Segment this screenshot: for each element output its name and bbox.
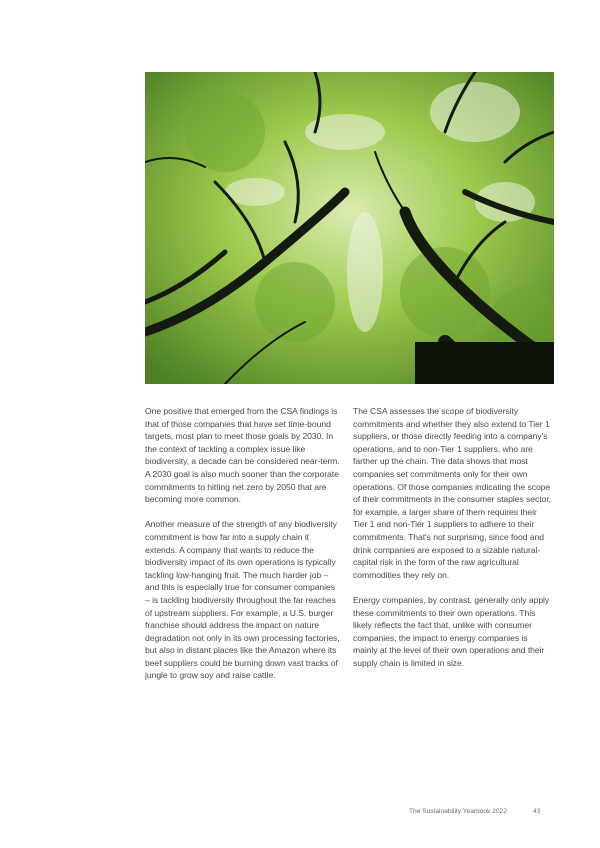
page-footer <box>409 808 541 815</box>
forest-canopy-photo <box>145 72 554 384</box>
publication-title: The Sustainability Yearbook 2022 <box>409 808 507 815</box>
paragraph: One positive that emerged from the CSA findings is that of those companies that have set time-bound targets, most plan to meet those goals by 2030. In the context of tackling a complex issue like biodiversity, a decade can be considered near-term. A 2030 goal is also much sooner than the corporate commitments to hitting net zero by 2050 that are becoming more common. <box>145 406 340 505</box>
body-column-right <box>353 405 553 682</box>
paragraph: Energy companies, by contrast, generally only apply these commitments to their own operations. This likely reflects the fact that, unlike with consumer companies, the impact to energy companies is mainly at the level of their own operations and their supply chain is limited in size. <box>353 594 550 668</box>
paragraph: The CSA assesses the scope of biodiversity commitments and whether they also extend to Tier 1 suppliers, or those directly feeding into a company's operations, and to non-Tier 1 suppliers, who are farther up the chain. The data shows that most companies set commitments only for their own operations. Of those companies indicating the scope of their commitments in the consumer staples sector, for example, a larger share of them requires their Tier 1 and non-Tier 1 suppliers to adhere to their commitments. That's not surprising, since food and drink companies are exposed to a sizable natural-capital risk in the form of the raw agricultural commodities they rely on. <box>353 406 552 580</box>
paragraph: Another measure of the strength of any biodiversity commitment is how far into a supply chain it extends. A company that wants to reduce the biodiversity impact of its own operations is typically tackling low-hanging fruit. The much harder job – and this is especially true for consumer companies – is tackling biodiversity throughout the far reaches of upstream suppliers. For example, a U.S. burger franchise should address the impact on nature degradation not only in its own processing factories, but also in distant places like the Amazon where its beef suppliers could be burning down vast tracks of jungle to grow soy and raise cattle. <box>145 519 340 681</box>
canopy-illustration <box>145 72 554 384</box>
page-number: 43 <box>533 808 541 815</box>
body-column-left <box>145 405 341 695</box>
